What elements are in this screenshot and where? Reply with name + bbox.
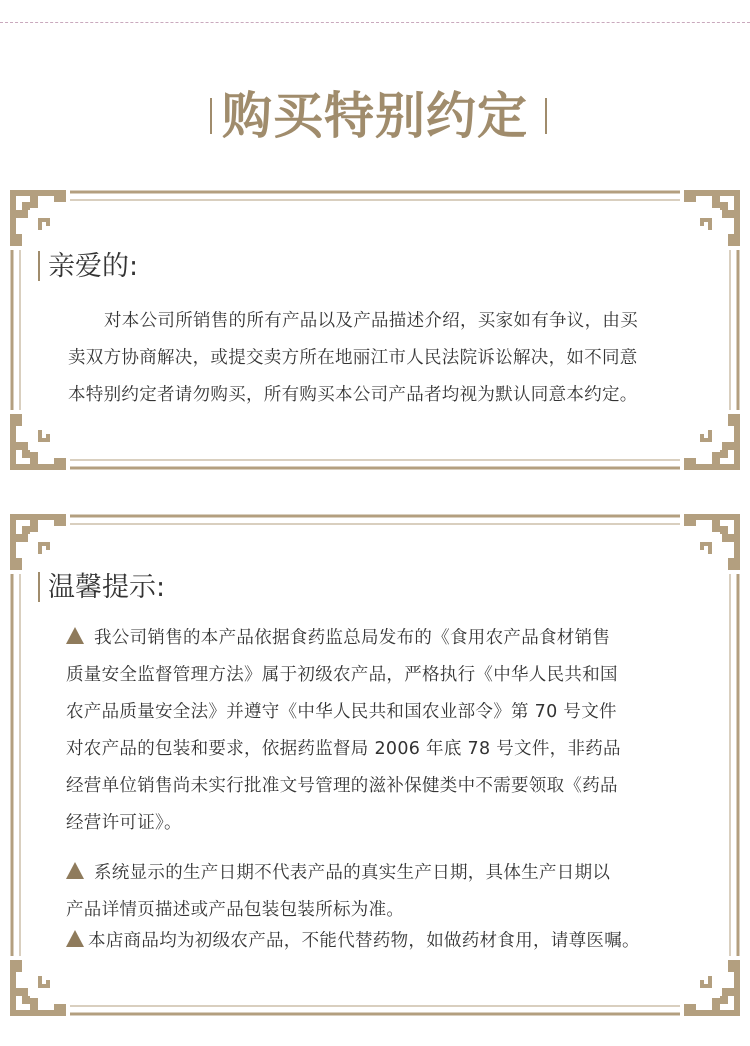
tips-line: 质量安全监督管理方法》属于初级农产品，严格执行《中华人民共和国 xyxy=(66,665,618,685)
tips-line: 系统显示的生产日期不代表产品的真实生产日期，具体生产日期以 xyxy=(66,855,726,892)
agreement-panel xyxy=(8,188,742,472)
heading-bar xyxy=(38,572,40,602)
tips-line: 对农产品的包装和要求，依据药监督局 2006 年底 78 号文件，非药品 xyxy=(66,739,621,759)
agreement-heading-text: 亲爱的: xyxy=(48,251,139,282)
tips-line: 经营许可证》。 xyxy=(66,813,182,833)
agreement-line: 本特别约定者请勿购买，所有购买本公司产品者均视为默认同意本约定。 xyxy=(68,385,638,405)
tips-line: 农产品质量安全法》并遵守《中华人民共和国农业部令》第 70 号文件 xyxy=(66,702,617,722)
top-divider xyxy=(0,22,750,23)
tips-line: 我公司销售的本产品依据食药监总局发布的《食用农产品食材销售 xyxy=(66,620,726,657)
tips-item-2 xyxy=(66,855,726,929)
tips-line: 产品详情页描述或产品包装包装所标为准。 xyxy=(66,900,405,920)
triangle-bullet-icon xyxy=(66,862,84,879)
triangle-bullet-icon xyxy=(66,930,84,947)
tips-item-1 xyxy=(66,620,726,842)
title-section xyxy=(0,84,750,148)
agreement-line: 卖双方协商解决，或提交卖方所在地丽江市人民法院诉讼解决，如不同意 xyxy=(68,348,638,368)
tips-heading-text: 温馨提示: xyxy=(48,572,166,603)
tips-item-3 xyxy=(66,923,742,960)
title-bar-right xyxy=(545,98,547,134)
agreement-paragraph xyxy=(68,303,708,414)
triangle-bullet-icon xyxy=(66,627,84,644)
tips-heading xyxy=(38,568,165,608)
title-bar-left xyxy=(210,98,212,134)
tips-line: 经营单位销售尚未实行批准文号管理的滋补保健类中不需要领取《药品 xyxy=(66,776,618,796)
tips-line: 本店商品均为初级农产品，不能代替药物，如做药材食用，请尊医嘱。 xyxy=(66,923,742,960)
heading-bar xyxy=(38,251,40,281)
agreement-line: 对本公司所销售的所有产品以及产品描述介绍，买家如有争议，由买 xyxy=(104,311,638,331)
agreement-heading xyxy=(38,247,138,287)
page-title: 购买特别约定 xyxy=(222,87,528,145)
tips-panel xyxy=(8,512,742,1018)
